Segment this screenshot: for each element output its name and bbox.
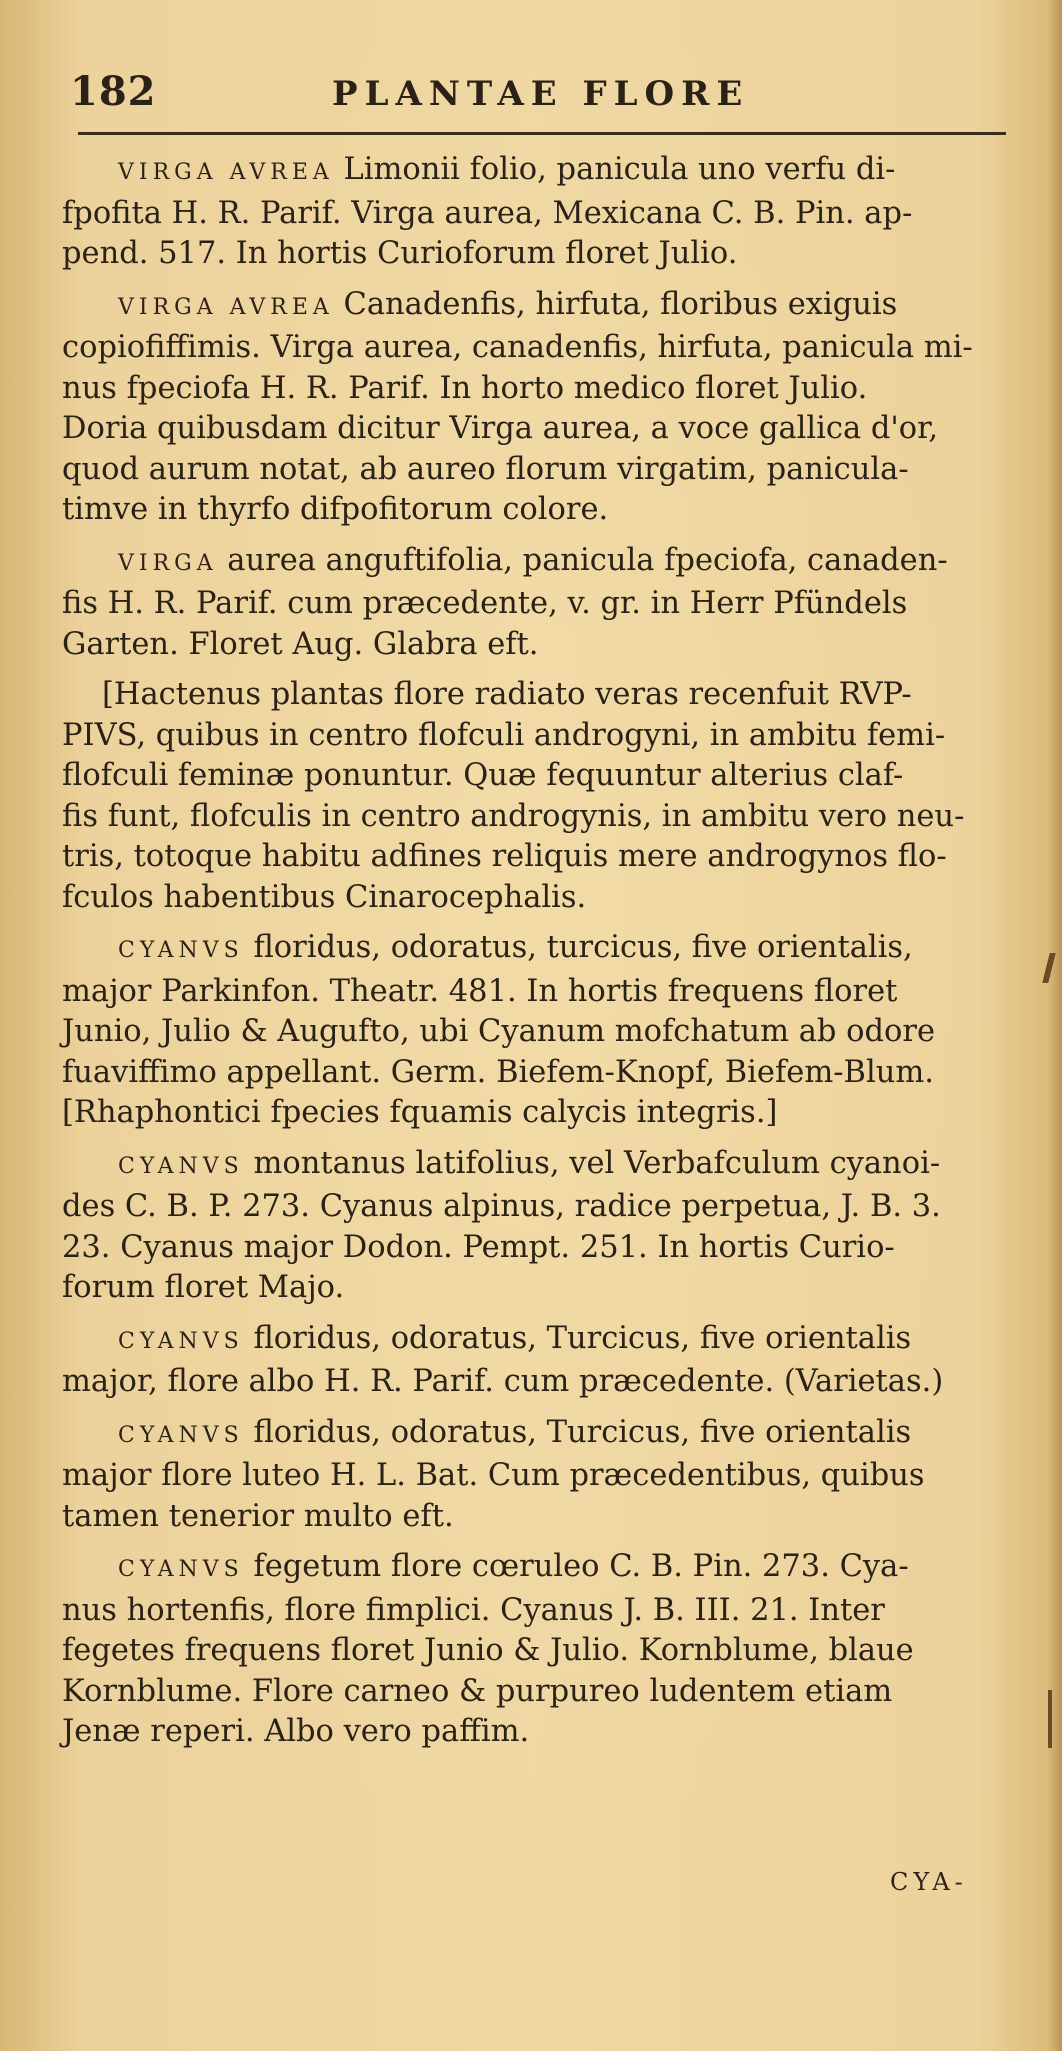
- small-caps-headword: CYANVS: [118, 1422, 244, 1448]
- line-text: Doria quibusdam dicitur Virga aurea, a voce gallica d'or,: [62, 411, 939, 446]
- small-caps-headword: CYANVS: [118, 1557, 244, 1582]
- line-text: Jenæ reperi. Albo vero paffim.: [62, 1714, 530, 1749]
- text-line: [62, 1362, 1022, 1403]
- line-text: floridus, odoratus, Turcicus, five orientalis: [243, 1414, 912, 1450]
- entry-paragraph: [62, 150, 1022, 275]
- line-text: fculos habentibus Cinarocephalis.: [62, 879, 587, 915]
- text-line: [62, 1591, 1022, 1632]
- entry-paragraph: [62, 1319, 1022, 1403]
- text-line: [62, 450, 1022, 491]
- line-text: fis funt, flofculis in centro androgynis, in ambitu vero neu-: [62, 798, 965, 834]
- line-text: des C. B. P. 273. Cyanus alpinus, radice perpetua, J. B. 3.: [62, 1189, 941, 1224]
- line-text: PIVS, quibus in centro flofculi androgyni, in ambitu femi-: [62, 717, 946, 753]
- line-text: copiofiffimis. Virga aurea, canadenfis, hirfuta, panicula mi-: [62, 330, 973, 365]
- line-text: major, flore albo H. R. Parif. cum præcedente. (Varietas.): [62, 1364, 944, 1399]
- text-line: [62, 797, 1022, 838]
- text-line: [62, 1319, 1022, 1363]
- line-text: 23. Cyanus major Dodon. Pempt. 251. In hortis Curio-: [62, 1229, 895, 1265]
- text-line: [62, 285, 1022, 329]
- line-text: floridus, odoratus, Turcicus, five orientalis: [243, 1320, 912, 1356]
- text-line: [62, 409, 1022, 450]
- entry-paragraph: [62, 675, 1022, 918]
- text-line: [62, 1228, 1022, 1269]
- line-text: Kornblume. Flore carneo & purpureo ludentem etiam: [62, 1673, 893, 1709]
- line-text: tris, totoque habitu adfines reliquis mere androgynos flo-: [62, 839, 947, 874]
- line-text: forum floret Majo.: [62, 1270, 345, 1305]
- text-line: [62, 675, 1022, 716]
- text-line: [62, 1268, 1022, 1309]
- page-header: [70, 68, 1000, 124]
- line-text: aurea anguftifolia, panicula fpeciofa, canaden-: [217, 542, 948, 578]
- line-text: Limonii folio, panicula uno verfu di-: [333, 152, 896, 187]
- text-line: [62, 194, 1022, 235]
- text-line: [62, 837, 1022, 878]
- line-text: tamen tenerior multo eft.: [62, 1498, 454, 1534]
- header-rule: [78, 132, 1006, 135]
- text-line: [62, 150, 1022, 194]
- running-head: PLANTAE FLORE: [332, 74, 750, 114]
- text-line: [62, 1144, 1022, 1188]
- text-line: [62, 878, 1022, 919]
- line-text: Canadenfis, hirfuta, floribus exiguis: [333, 286, 898, 322]
- line-text: fegetes frequens floret Junio & Julio. Kornblume, blaue: [62, 1633, 914, 1668]
- small-caps-headword: CYANVS: [118, 938, 244, 963]
- text-line: [62, 1053, 1022, 1094]
- line-text: fegetum flore cœruleo C. B. Pin. 273. Cya-: [243, 1549, 909, 1584]
- text-line: [62, 1712, 1022, 1753]
- entry-paragraph: [62, 541, 1022, 666]
- text-line: [62, 1187, 1022, 1228]
- line-text: nus hortenfis, flore fimplici. Cyanus J. B. III. 21. Inter: [62, 1592, 885, 1628]
- line-text: flofculi feminæ ponuntur. Quæ fequuntur alterius claf-: [62, 758, 904, 793]
- line-text: fuaviffimo appellant. Germ. Biefem-Knopf, Biefem-Blum.: [62, 1054, 934, 1090]
- small-caps-headword: CYANVS: [118, 1328, 244, 1354]
- entry-paragraph: [62, 928, 1022, 1134]
- text-line: [62, 490, 1022, 531]
- page-number: 182: [70, 68, 157, 115]
- text-line: [62, 328, 1022, 369]
- text-line: [62, 972, 1022, 1013]
- text-line: [62, 1093, 1022, 1134]
- text-line: [62, 1497, 1022, 1538]
- text-line: [62, 584, 1022, 625]
- entry-paragraph: [62, 1547, 1022, 1753]
- text-line: [62, 928, 1022, 972]
- entry-paragraph: [62, 1413, 1022, 1538]
- text-line: [62, 1012, 1022, 1053]
- line-text: fpofita H. R. Parif. Virga aurea, Mexicana C. B. Pin. ap-: [62, 195, 913, 231]
- line-text: pend. 517. In hortis Curioforum floret Julio.: [62, 236, 738, 271]
- small-caps-headword: VIRGA AVREA: [118, 160, 334, 185]
- line-text: quod aurum notat, ab aureo florum virgatim, panicula-: [62, 451, 909, 487]
- line-text: Garten. Floret Aug. Glabra eft.: [62, 626, 539, 662]
- line-text: [Rhaphontici fpecies fquamis calycis integris.]: [62, 1095, 778, 1130]
- line-text: nus fpeciofa H. R. Parif. In horto medico floret Julio.: [62, 370, 868, 406]
- line-text: floridus, odoratus, turcicus, five orientalis,: [243, 930, 913, 965]
- line-text: major flore luteo H. L. Bat. Cum præcedentibus, quibus: [62, 1458, 925, 1493]
- text-line: [62, 541, 1022, 585]
- text-line: [62, 1631, 1022, 1672]
- text-body: [62, 150, 1022, 1763]
- text-line: [62, 234, 1022, 275]
- line-text: [Hactenus plantas flore radiato veras recenfuit RVP-: [102, 677, 912, 712]
- small-caps-headword: VIRGA: [118, 550, 218, 576]
- entry-paragraph: [62, 285, 1022, 531]
- line-text: montanus latifolius, vel Verbafculum cyanoi-: [243, 1145, 941, 1181]
- line-text: timve in thyrfo difpofitorum colore.: [62, 492, 609, 527]
- margin-mark: [1048, 1690, 1052, 1748]
- text-line: [62, 1456, 1022, 1497]
- small-caps-headword: VIRGA AVREA: [118, 294, 334, 320]
- text-line: [62, 369, 1022, 410]
- text-line: [62, 625, 1022, 666]
- text-line: [62, 1413, 1022, 1457]
- text-line: [62, 756, 1022, 797]
- entry-paragraph: [62, 1144, 1022, 1309]
- text-line: [62, 1672, 1022, 1713]
- text-line: [62, 716, 1022, 757]
- line-text: Junio, Julio & Augufto, ubi Cyanum mofchatum ab odore: [62, 1014, 935, 1049]
- catchword: CYA-: [890, 1868, 968, 1896]
- line-text: major Parkinfon. Theatr. 481. In hortis frequens floret: [62, 973, 898, 1009]
- small-caps-headword: CYANVS: [118, 1153, 244, 1179]
- text-line: [62, 1547, 1022, 1591]
- line-text: fis H. R. Parif. cum præcedente, v. gr. in Herr Pfündels: [62, 586, 908, 621]
